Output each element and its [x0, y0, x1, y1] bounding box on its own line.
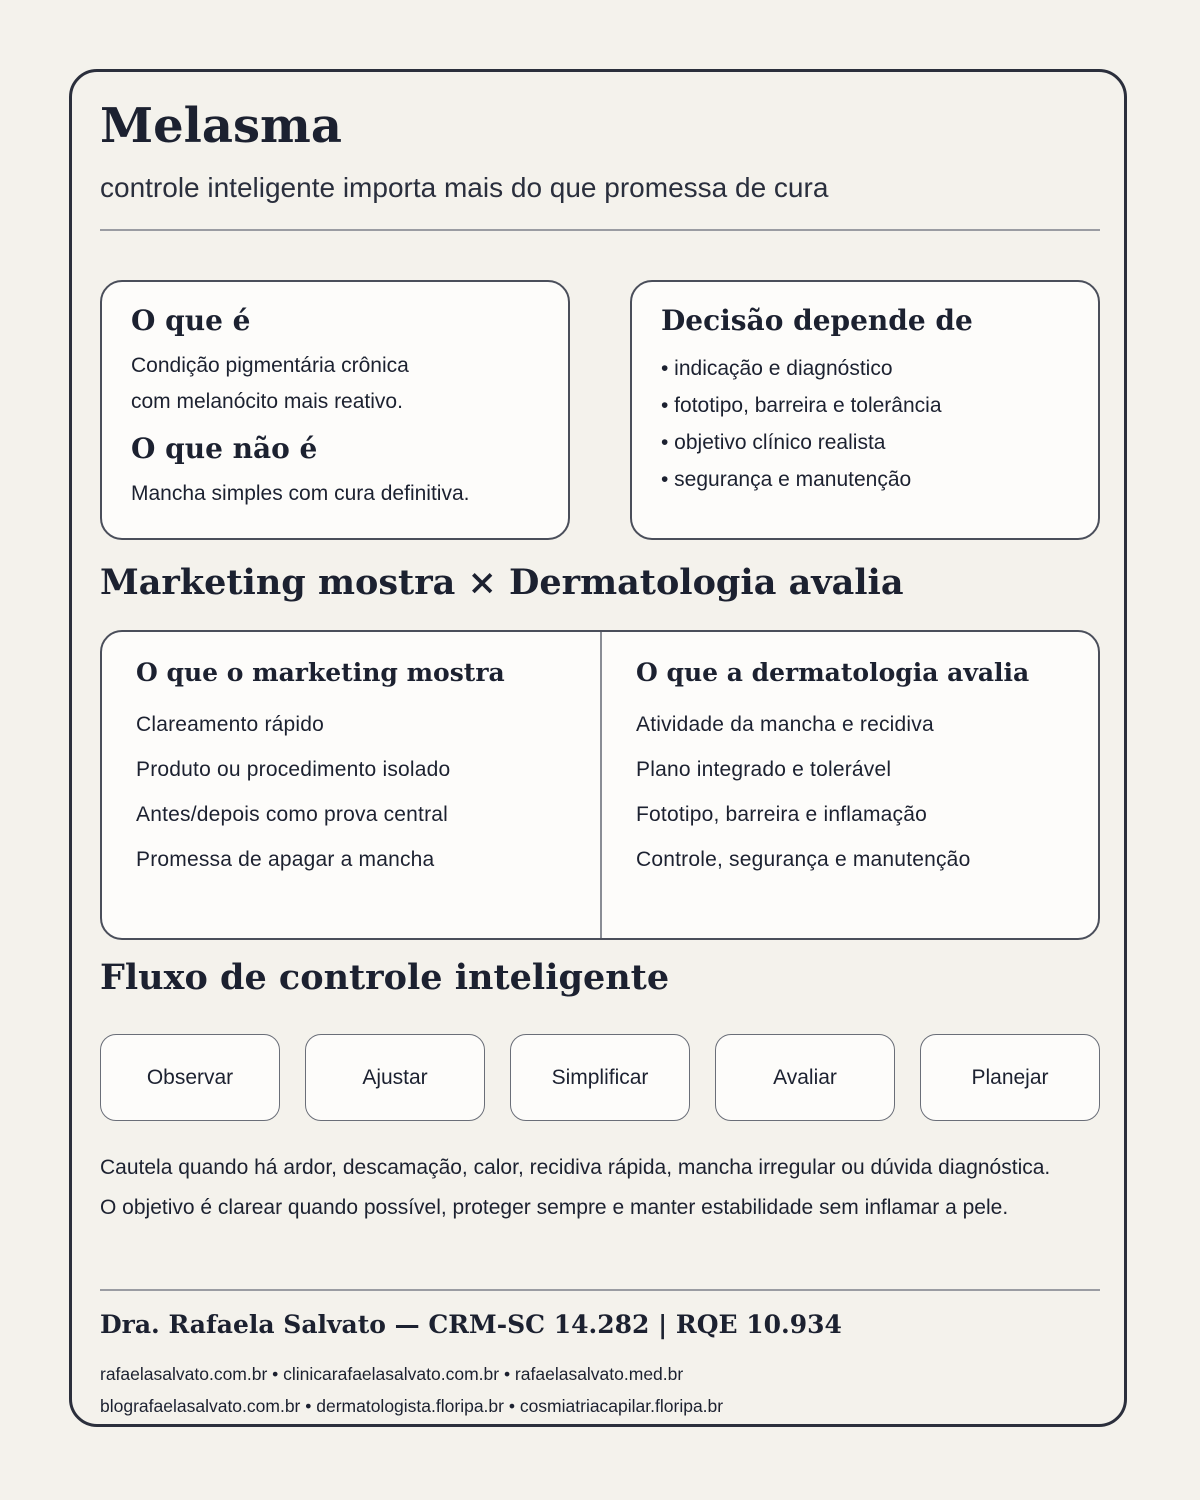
objective-note: O objetivo é clarear quando possível, proteger sempre e manter estabilidade sem inflamar a pele.	[100, 1196, 1009, 1219]
flow-heading: Fluxo de controle inteligente	[100, 957, 670, 998]
what-is-text	[131, 348, 409, 420]
decision-list	[661, 350, 942, 498]
doctor-signature: Dra. Rafaela Salvato — CRM-SC 14.282 | RQE 10.934	[100, 1310, 842, 1339]
flow-step-planejar: Planejar	[920, 1034, 1100, 1121]
flow-step-ajustar: Ajustar	[305, 1034, 485, 1121]
page-title: Melasma	[100, 98, 342, 154]
decision-item: • fototipo, barreira e tolerância	[661, 394, 942, 417]
what-is-line: Condição pigmentária crônica	[131, 354, 409, 377]
comparison-table	[100, 630, 1100, 940]
marketing-item: Antes/depois como prova central	[136, 803, 449, 826]
dermatology-item: Controle, segurança e manutenção	[636, 848, 971, 871]
marketing-column-header: O que o marketing mostra	[136, 658, 505, 687]
page-subtitle: controle inteligente importa mais do que promessa de cura	[100, 172, 829, 203]
dermatology-item: Atividade da mancha e recidiva	[636, 713, 934, 736]
flow-step-simplificar: Simplificar	[510, 1034, 690, 1121]
what-is-line: com melanócito mais reativo.	[131, 390, 403, 413]
definition-box	[100, 280, 570, 540]
dermatology-column-header: O que a dermatologia avalia	[636, 658, 1030, 687]
marketing-item: Promessa de apagar a mancha	[136, 848, 435, 871]
flow-step-observar: Observar	[100, 1034, 280, 1121]
flow-step-avaliar: Avaliar	[715, 1034, 895, 1121]
what-is-heading: O que é	[131, 304, 251, 337]
decision-heading: Decisão depende de	[661, 304, 973, 337]
decision-box	[630, 280, 1100, 540]
decision-item: • objetivo clínico realista	[661, 431, 886, 454]
caution-note: Cautela quando há ardor, descamação, calor, recidiva rápida, mancha irregular ou dúvida diagnóstica.	[100, 1156, 1051, 1179]
website-links-line-1: rafaelasalvato.com.br • clinicarafaelasalvato.com.br • rafaelasalvato.med.br	[100, 1364, 684, 1384]
decision-item: • indicação e diagnóstico	[661, 357, 893, 380]
footer-divider	[100, 1289, 1100, 1291]
dermatology-column	[636, 702, 970, 882]
dermatology-item: Fototipo, barreira e inflamação	[636, 803, 928, 826]
marketing-item: Clareamento rápido	[136, 713, 325, 736]
decision-item: • segurança e manutenção	[661, 468, 912, 491]
what-is-not-text: Mancha simples com cura definitiva.	[131, 482, 470, 505]
comparison-heading: Marketing mostra × Dermatologia avalia	[100, 562, 904, 603]
website-links-line-2: blografaelasalvato.com.br • dermatologista.floripa.br • cosmiatriacapilar.floripa.br	[100, 1396, 724, 1416]
marketing-item: Produto ou procedimento isolado	[136, 758, 451, 781]
dermatology-item: Plano integrado e tolerável	[636, 758, 892, 781]
comparison-divider	[600, 632, 602, 938]
what-is-not-heading: O que não é	[131, 432, 318, 465]
header-divider	[100, 229, 1100, 231]
marketing-column	[136, 702, 450, 882]
